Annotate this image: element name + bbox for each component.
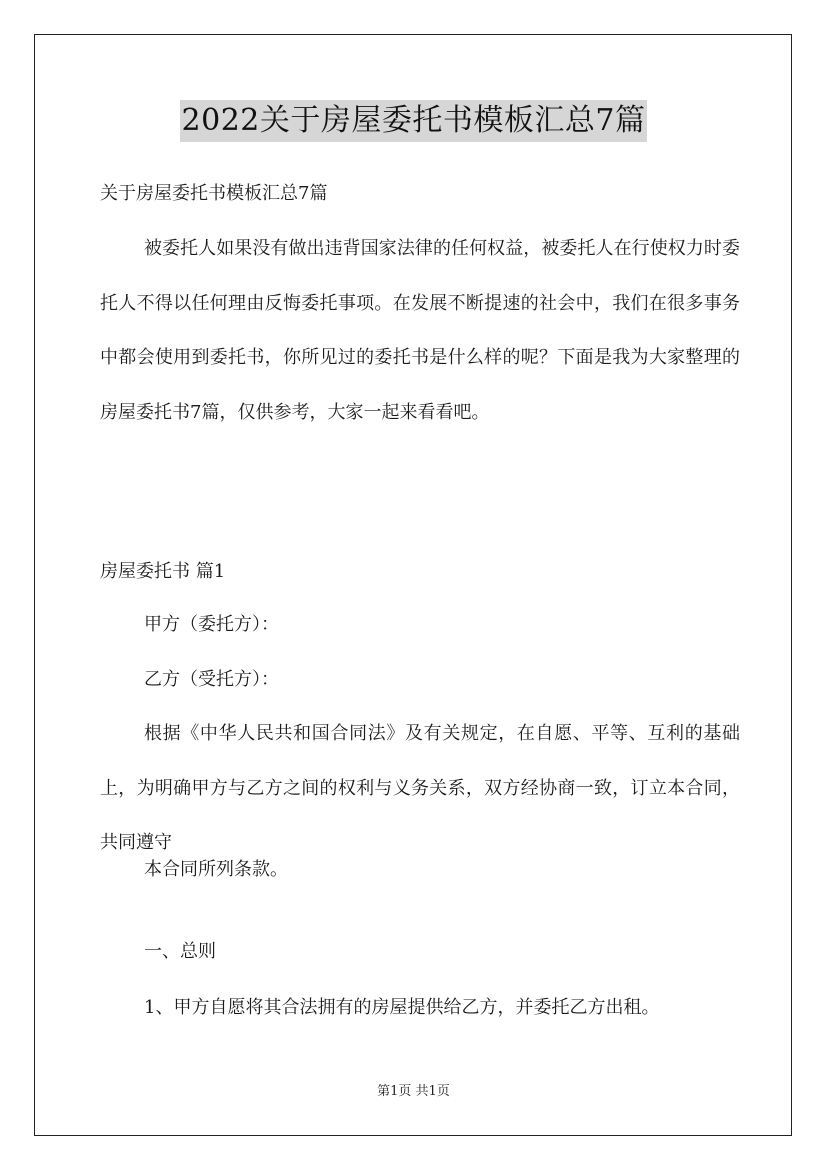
party-b-line: 乙方（受托方）：: [144, 669, 279, 690]
clause-end-line: 本合同所列条款。: [144, 859, 288, 880]
intro-paragraph: 被委托人如果没有做出违背国家法律的任何权益，被委托人在行使权力时委托人不得以任何理由反悔委托事项。在发展不断提速的社会中，我们在很多事务中都会使用到委托书，你所见过的委托书是什么样的呢？下面是我为大家整理的房屋委托书7篇，仅供参考，大家一起来看看吧。: [100, 238, 740, 423]
clause-paragraph-block: [100, 707, 740, 871]
page-footer: 第1页 共1页: [377, 1084, 450, 1099]
item-1-line: 1、甲方自愿将其合法拥有的房屋提供给乙方，并委托乙方出租。: [144, 997, 660, 1018]
section-heading: 房屋委托书 篇1: [100, 561, 226, 582]
document-subtitle: 关于房屋委托书模板汇总7篇: [100, 183, 328, 204]
document-title-block: [0, 100, 827, 142]
general-heading: 一、总则: [144, 941, 216, 962]
party-a-line: 甲方（委托方）：: [144, 614, 279, 635]
document-title: 2022关于房屋委托书模板汇总7篇: [180, 100, 648, 142]
clause-paragraph: 根据《中华人民共和国合同法》及有关规定，在自愿、平等、互利的基础上，为明确甲方与乙方之间的权利与义务关系，双方经协商一致，订立本合同，共同遵守: [100, 723, 740, 853]
intro-paragraph-block: [100, 222, 740, 440]
